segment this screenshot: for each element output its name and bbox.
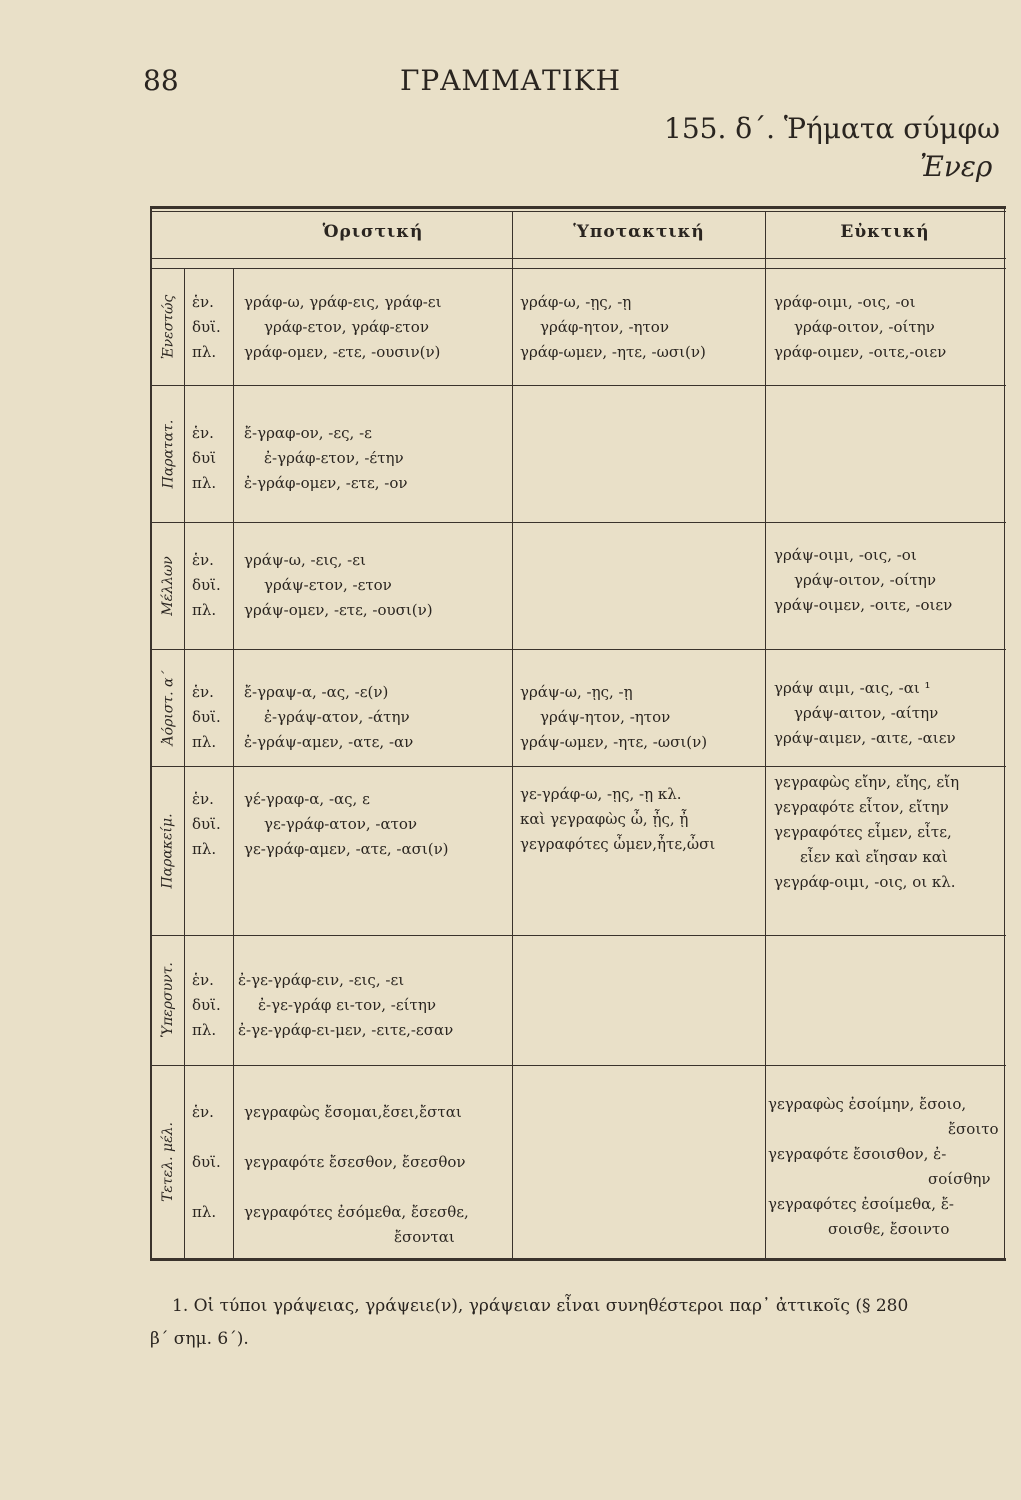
tense-label: Μέλλων [160, 555, 176, 616]
number-labels: ἑν. δυϊ πλ. [192, 424, 217, 492]
optative-cell: γράψ αιμι, -αις, -αι ¹ γράψ-αιτον, -αίτην γράψ-αιμεν, -αιτε, -αιεν [774, 679, 956, 747]
optative-cell: γράψ-οιμι, -οις, -οι γράψ-οιτον, -οίτην γράψ-οιμεν, -οιτε, -οιεν [774, 546, 953, 614]
page-number: 88 [143, 64, 179, 97]
subjunctive-cell: γράψ-ω, -ῃς, -ῃ γράψ-ητον, -ητον γράψ-ωμεν, -ητε, -ωσι(ν) [520, 683, 708, 751]
column-header-subjunctive: Ὑποτακτική [573, 222, 705, 242]
tense-label: Παρατατ. [160, 419, 176, 488]
tense-label: Ὑπερσυντ. [160, 962, 177, 1038]
indicative-cell: ἐ-γε-γράφ-ειν, -εις, -ει ἐ-γε-γράφ ει-τον, -είτην ἐ-γε-γράφ-ει-μεν, -ειτε,-εσαν [238, 971, 454, 1039]
tense-label: Τετελ. μέλ. [160, 1121, 177, 1202]
optative-cell: γράφ-οιμι, -οις, -οι γράφ-οιτον, -οίτην γράφ-οιμεν, -οιτε,-οιεν [774, 293, 947, 361]
number-labels: ἑν. δυϊ. πλ. [192, 293, 221, 361]
indicative-cell: γεγραφὼς ἔσομαι,ἔσει,ἔσται γεγραφότε ἔσεσθον, ἔσεσθον γεγραφότες ἐσόμεθα, ἔσεσθε, ἔσονται [244, 1103, 469, 1246]
subjunctive-cell: γράφ-ω, -ῃς, -ῃ γράφ-ητον, -ητον γράφ-ωμεν, -ητε, -ωσι(ν) [520, 293, 706, 361]
number-labels: ἑν. δυϊ. πλ. [192, 683, 221, 751]
tense-label: Ἀόριστ. α΄ [160, 670, 177, 745]
indicative-cell: γέ-γραφ-α, -ας, ε γε-γράφ-ατον, -ατον γε-γράφ-αμεν, -ατε, -ασι(ν) [244, 790, 449, 858]
section-title: 155. δ΄. Ῥήματα σύμφω [664, 112, 1000, 145]
indicative-cell: ἔ-γραψ-α, -ας, -ε(ν) ἐ-γράψ-ατον, -άτην ἐ-γράψ-αμεν, -ατε, -αν [244, 683, 414, 751]
number-labels: ἑν. δυϊ. πλ. [192, 1103, 221, 1221]
tense-label: Ἐνεστώς [160, 294, 176, 359]
running-head: ΓΡΑΜΜΑΤΙΚΗ [399, 64, 622, 97]
optative-cell: γεγραφὼς ἐσοίμην, ἔσοιο, ἔσοιτο γεγραφότε ἔσοισθον, ἐ- σοίσθην γεγραφότες ἐσοίμεθα, ἔ- σοισθε, ἔσοιντο [768, 1095, 999, 1238]
subjunctive-cell: γε-γράφ-ω, -ῃς, -ῃ κλ. καὶ γεγραφὼς ὦ, ᾖς, ᾖ γεγραφότες ὦμεν,ἦτε,ὦσι [520, 785, 716, 853]
indicative-cell: γράφ-ω, γράφ-εις, γράφ-ει γράφ-ετον, γράφ-ετον γράφ-ομεν, -ετε, -ουσιν(ν) [244, 293, 442, 361]
optative-cell: γεγραφὼς εἴην, εἴης, εἴη γεγραφότε εἶτον, εἴτην γεγραφότες εἶμεν, εἶτε, εἶεν καὶ εἴησαν καὶ γεγράφ-οιμι, -οις, οι κλ. [774, 773, 960, 891]
number-labels: ἑν. δυϊ. πλ. [192, 551, 221, 619]
indicative-cell: γράψ-ω, -εις, -ει γράψ-ετον, -ετον γράψ-ομεν, -ετε, -ουσι(ν) [244, 551, 433, 619]
number-labels: ἑν. δυϊ. πλ. [192, 971, 221, 1039]
footnote: 1. Οἱ τύποι γράψειας, γράψειε(ν), γράψειαν εἶναι συνηθέστεροι παρ᾽ ἀττικοῖς (§ 280 β΄ σημ. 6΄). [150, 1296, 909, 1349]
column-header-indicative: Ὁριστική [322, 222, 424, 242]
number-labels: ἑν. δυϊ. πλ. [192, 790, 221, 858]
column-header-optative: Εὐκτική [840, 222, 930, 242]
tense-label: Παρακείμ. [160, 812, 176, 889]
indicative-cell: ἔ-γραφ-ον, -ες, -ε ἐ-γράφ-ετον, -έτην ἐ-γράφ-ομεν, -ετε, -ον [244, 424, 408, 492]
section-subtitle: Ἐνερ [920, 150, 993, 183]
